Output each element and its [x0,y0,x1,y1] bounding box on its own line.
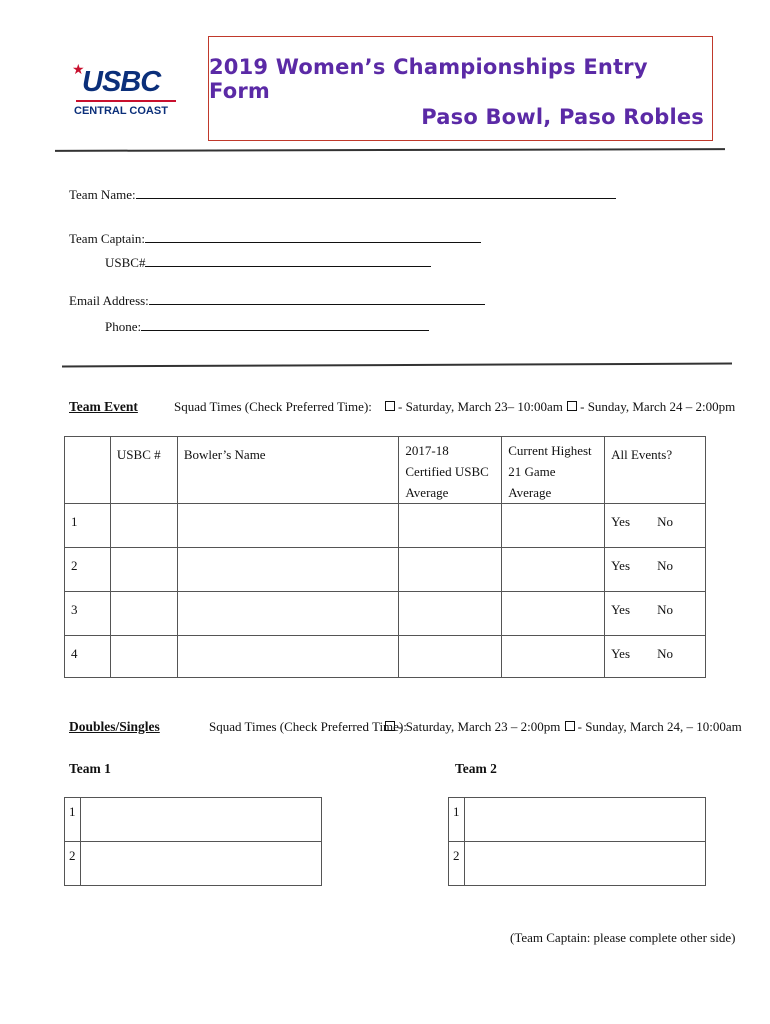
row-number: 1 [65,798,81,842]
phone-label: Phone: [105,319,142,334]
team-squad-saturday: - Saturday, March 23– 10:00am [398,399,563,414]
usbc-number-label: USBC# [105,255,146,270]
no-option[interactable]: No [657,514,673,529]
usbc-number-line[interactable] [145,254,431,267]
certified-average-cell[interactable] [399,548,502,592]
yes-option[interactable]: Yes [611,558,631,573]
team-event-table [64,436,706,678]
highest-average-cell[interactable] [502,504,605,548]
bowler-name-cell[interactable] [177,504,399,548]
table-row [65,798,322,842]
email-field[interactable] [69,292,485,309]
header-cell [65,437,111,504]
highest-average-cell[interactable] [502,636,605,678]
doubles-squad-saturday: - Saturday, March 23 – 2:00pm [398,719,561,734]
phone-field[interactable] [105,318,429,335]
team-name-field[interactable] [69,186,616,203]
yes-option[interactable]: Yes [611,514,631,529]
row-number: 2 [449,842,465,886]
header-usbc: USBC # [110,437,177,504]
row-number: 2 [65,548,111,592]
usbc-cell[interactable] [110,504,177,548]
bowler-cell[interactable] [81,842,322,886]
header-bowler-name: Bowler’s Name [177,437,399,504]
team-squad-saturday-checkbox[interactable] [385,401,395,411]
all-events-cell[interactable] [605,548,706,592]
header-certified-average: 2017-18 Certified USBC Average [399,437,502,504]
certified-average-cell[interactable] [399,636,502,678]
team-2-table [448,797,706,886]
bowler-icon: ★ [72,63,85,78]
usbc-logo [70,60,180,124]
certified-average-cell[interactable] [399,592,502,636]
team-name-line[interactable] [136,186,616,199]
doubles-squad-saturday-checkbox[interactable] [385,721,395,731]
no-option[interactable]: No [657,558,673,573]
row-number: 2 [65,842,81,886]
no-option[interactable]: No [657,602,673,617]
table-row [65,842,322,886]
table-row [65,504,706,548]
row-number: 3 [65,592,111,636]
doubles-singles-label: Doubles/Singles [69,719,160,734]
highest-average-cell[interactable] [502,548,605,592]
doubles-squad-sunday-checkbox[interactable] [565,721,575,731]
certified-average-cell[interactable] [399,504,502,548]
bowler-name-cell[interactable] [177,592,399,636]
header-highest-average: Current Highest 21 Game Average [502,437,605,504]
logo-brand: USBC [82,66,161,98]
row-number: 1 [65,504,111,548]
yes-option[interactable]: Yes [611,602,631,617]
team-event-label: Team Event [69,399,138,414]
team-squad-options [385,399,735,415]
title-box [208,36,713,141]
usbc-cell[interactable] [110,548,177,592]
team-1-label: Team 1 [69,761,111,776]
doubles-squad-options [385,719,742,735]
header-divider [55,148,725,152]
all-events-cell[interactable] [605,504,706,548]
table-row [65,636,706,678]
team-1-table [64,797,322,886]
form-title: 2019 Women’s Championships Entry Form [209,55,648,103]
team-squad-sunday: - Sunday, March 24 – 2:00pm [580,399,736,414]
table-row [449,842,706,886]
logo-divider [76,100,176,102]
phone-line[interactable] [141,318,429,331]
footer-note: (Team Captain: please complete other side) [510,930,736,945]
bowler-cell[interactable] [465,798,706,842]
no-option[interactable]: No [657,646,673,661]
logo-region: CENTRAL COAST [74,105,168,117]
usbc-number-field[interactable] [105,254,431,271]
all-events-cell[interactable] [605,636,706,678]
bowler-cell[interactable] [465,842,706,886]
table-row [449,798,706,842]
bowler-name-cell[interactable] [177,636,399,678]
doubles-squad-label: Squad Times (Check Preferred Time): [209,719,407,734]
team-captain-line[interactable] [145,230,481,243]
usbc-cell[interactable] [110,592,177,636]
team-squad-sunday-checkbox[interactable] [567,401,577,411]
highest-average-cell[interactable] [502,592,605,636]
all-events-cell[interactable] [605,592,706,636]
team-name-label: Team Name: [69,187,136,202]
email-line[interactable] [149,292,485,305]
team-squad-label: Squad Times (Check Preferred Time): [174,399,372,414]
form-location: Paso Bowl, Paso Robles [421,105,704,129]
email-label: Email Address: [69,293,149,308]
table-row [65,548,706,592]
row-number: 4 [65,636,111,678]
header-all-events: All Events? [605,437,706,504]
doubles-squad-sunday: - Sunday, March 24, – 10:00am [577,719,742,734]
table-row [65,592,706,636]
bowler-cell[interactable] [81,798,322,842]
yes-option[interactable]: Yes [611,646,631,661]
team-captain-label: Team Captain: [69,231,145,246]
usbc-cell[interactable] [110,636,177,678]
section-divider [62,363,732,368]
team-captain-field[interactable] [69,230,481,247]
row-number: 1 [449,798,465,842]
table-header-row [65,437,706,504]
bowler-name-cell[interactable] [177,548,399,592]
team-2-label: Team 2 [455,761,497,776]
